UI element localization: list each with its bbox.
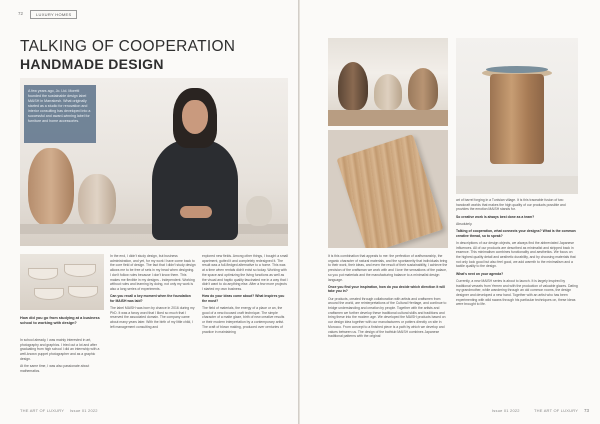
- bowl: [64, 264, 96, 277]
- paragraph: In the end, I didn't study design, but business administration, and yet, for my work I have come back to the core field of design. The fact that I didn't study design allows me to be free of sets in my head when designing. I don't follow rules because I don't know them. This makes me flexible in my designs - independent. Working without rules and learning by doing, not only my work is also a long series of experiments.: [110, 254, 196, 291]
- intro-box: A few years ago, Jo. Ltd. Moretti founded the sustainable design label MAISH in Marrakesh. What originally started as a studio for renovation and interior consulting has developed into a successful and award-winning label for furniture and home accessories.: [24, 85, 96, 143]
- page-number: 72: [18, 11, 24, 16]
- right-page: [300, 0, 600, 424]
- person-body: [152, 140, 238, 240]
- page-number: 73: [584, 408, 590, 413]
- paragraph: art of barrel forging in a Tunisian village. It is this traceable fusion of two handcraft worlds that makes the high quality of our products possible and provides the emotion MAISH stands for.: [456, 198, 566, 212]
- clay-vase: [28, 148, 74, 226]
- footer-issue: Issue 01 2022: [70, 408, 98, 413]
- article-title: TALKING OF COOPERATION: [20, 38, 236, 55]
- bathtub-photo: [456, 38, 578, 194]
- table-surface: [328, 110, 448, 126]
- paragraph: In descriptions of our design objects, we always find the abbreviated Japanese influences. All of our products are described as minimalist and stripped back in essence. This minimalism combines functionality and aesthetics. We focus on the highest quality detail and aesthetic durability, and by choosing materials that not only look good but also feel good, we add warmth to the minimalism and a tactile quality to the design.: [456, 240, 576, 269]
- floor: [456, 176, 578, 194]
- paragraph: Absolutely.: [456, 221, 473, 226]
- question-heading: How did you go from studying at a business school to working with design?: [20, 316, 100, 325]
- wooden-bathtub: [490, 74, 544, 164]
- person-hands: [180, 206, 212, 218]
- text-column-2: [110, 254, 196, 408]
- paragraph: The field of materials, the energy of a place or an, the good of a new-focused craft technique. The simple character of a matte glaze, birth of new creative results or their modern interpretation by a contemporary artist. The craft of blown making, produced over centuries of practice in maintaining: [202, 306, 285, 334]
- text-column-3: [202, 254, 288, 408]
- footer-issue: Issue 01 2022: [492, 408, 520, 413]
- small-vessel: [246, 196, 272, 226]
- section-tag: LUXURY HOMES: [30, 10, 77, 19]
- text-column-2: [456, 198, 578, 408]
- paragraph: Currently, a new MAISH series is about to launch. It is largely inspired by traditional vessels from Yemen and with the production of valuable glazes. Dating my grandmother, while wandering through an old common rooms, the design designer and developed a new hand. Together with an artist who has been experimenting with wild swans through his particular techniques on, these ideas were brought to life.: [456, 278, 578, 307]
- person-face: [182, 100, 208, 134]
- paragraph: It is this combination that appeals to me: the perfection of craftsmanship, the organic character of natural materials, and the spontaneity that individuals bring to their work, their ideas, and even the result of their sustainability, I achieve the precision of the craftsman we work with and I love the sensations of the palace, so you put materials and the manufacturing balance to a minimalist design language.: [328, 254, 448, 282]
- paragraph: In school already, I was mainly interested in art, photography and graphics. I tried out a lot and after graduating from high school I did an internship with a well-known puppet photographer and as a graphic design.: [20, 338, 100, 361]
- paragraph: Our products, created through collaboration with artists and craftsmen from around the world, are reinterpretations of the Cultural Heritage, and continue to bridge understanding and creation by people. Together with the artists and craftsmen we further develop these traditional cultural skills and traditions and bring these into the modern age. We developed the MAISH products based on our design idea together with our manufacturers or potters directly on site in Morocco. From concept to a finished piece is a path by which we develop and values between us. The design of the bathtub MAISH combines Japanese traditional patterns with the original: [328, 296, 447, 339]
- bowl: [34, 288, 64, 300]
- question-heading: Talking of cooperation, what connects your designs? What is the common creative thread, so to speak?: [456, 229, 576, 238]
- dark-vase: [338, 62, 368, 110]
- bowl: [68, 286, 98, 298]
- footer-title: THE ART OF LUXURY: [534, 408, 579, 413]
- question-heading: So creative work is always best done as a team?: [456, 214, 535, 219]
- text-column-1: [20, 338, 102, 408]
- question-heading: How do your ideas come about? What inspires you the most?: [202, 294, 285, 303]
- footer-title: THE ART OF LUXURY: [20, 408, 65, 413]
- question-heading: Once you find your inspiration, how do you decide which direction it will take you in?: [328, 284, 445, 294]
- question-heading: Can you recall a key moment when the foundation for MAISH was laid?: [110, 294, 191, 303]
- paragraph: The label MAISH was born by chance in 2016 during my PhD. It was a fancy word that I liked so much that I reserved the associated domain. The company came about many years later. With the birth of my little child, I left management consulting and: [110, 306, 195, 329]
- paragraph: explored new fields. Among other things, I bought a small apartment, gutted it and completely redesigned it. The result was a full-fledged alternative to a home. This was at a time when rentals didn't exist so today. Working with the space and optimizing the living functions as well as the visual and haptic quality fascinated me in a way that I didn't want to do anything else. After a few more projects I started my own business.: [202, 254, 288, 291]
- cutting-board-photo: [328, 130, 448, 248]
- paragraph: At the same time, I was also passionate about mathematics.: [20, 364, 90, 373]
- light-vase: [374, 74, 402, 110]
- tub-water: [486, 66, 548, 73]
- left-page: [0, 0, 298, 424]
- clay-vase: [408, 68, 438, 110]
- bowl: [28, 268, 58, 280]
- vessels-photo: [328, 38, 448, 126]
- bowls-photo: [20, 254, 104, 310]
- text-column-1: [328, 254, 448, 408]
- article-subtitle: HANDMADE DESIGN: [20, 56, 164, 72]
- wooden-board: [337, 134, 444, 248]
- clay-pot: [78, 174, 116, 228]
- question-heading: What's next on your agenda?: [456, 271, 504, 276]
